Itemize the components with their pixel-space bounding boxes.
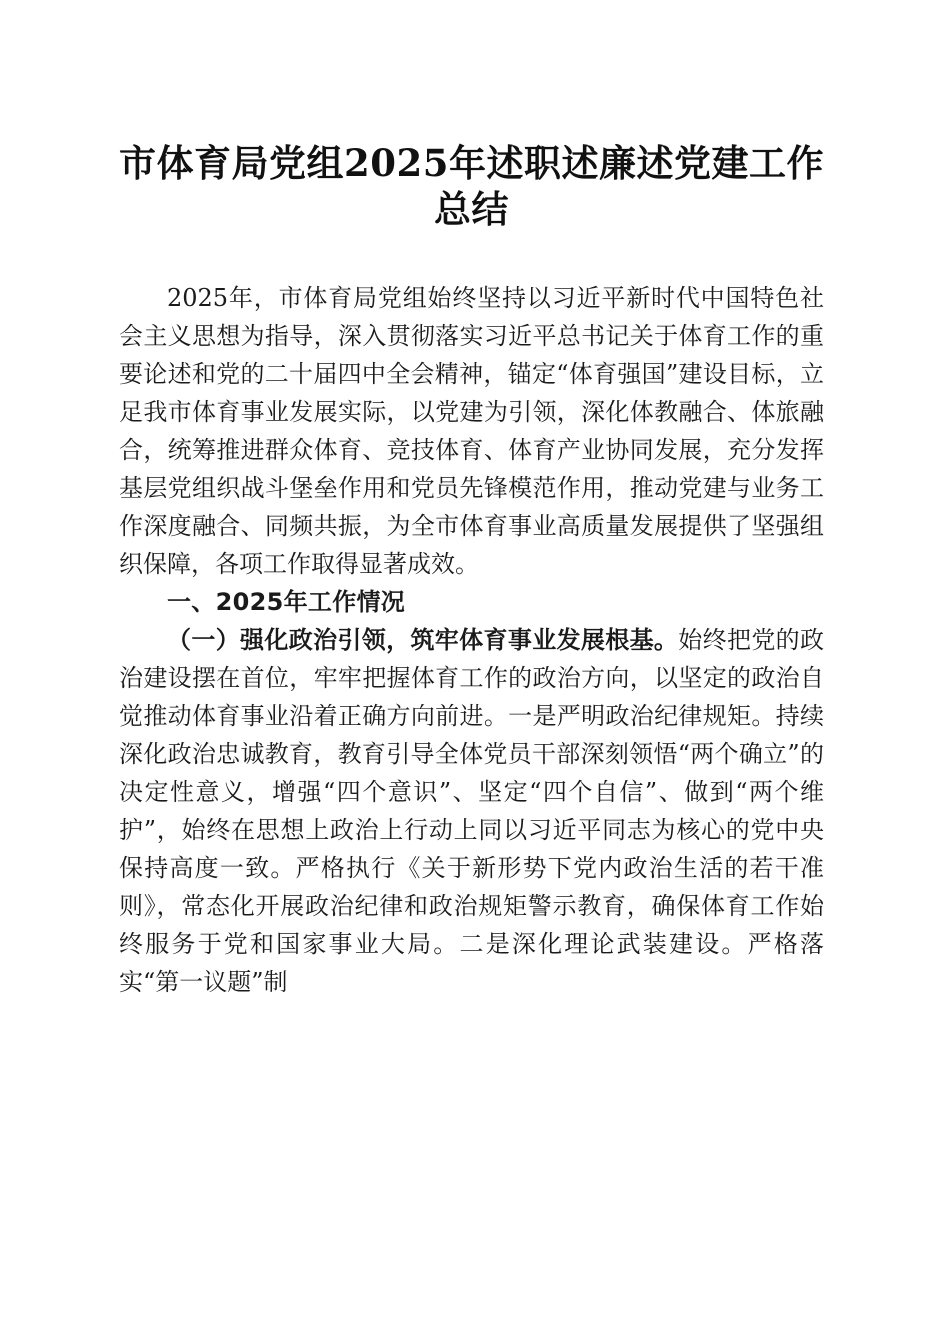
intro-paragraph: 2025年，市体育局党组始终坚持以习近平新时代中国特色社会主义思想为指导，深入贯彻落实习近平总书记关于体育工作的重要论述和党的二十届四中全会精神，锚定“体育强国”建设目标，立足我市体育事业发展实际，以党建为引领，深化体教融合、体旅融合，统筹推进群众体育、竞技体育、体育产业协同发展，充分发挥基层党组织战斗堡垒作用和党员先锋模范作用，推动党建与业务工作深度融合、同频共振，为全市体育事业高质量发展提供了坚强组织保障，各项工作取得显著成效。 — [119, 284, 824, 578]
subsection-body: 始终把党的政治建设摆在首位，牢牢把握体育工作的政治方向，以坚定的政治自觉推动体育事业沿着正确方向前进。一是严明政治纪律规矩。持续深化政治忠诚教育，教育引导全体党员干部深刻领悟“两个确立”的决定性意义，增强“四个意识”、坚定“四个自信”、做到“两个维护”，始终在思想上政治上行动上同以习近平同志为核心的党中央保持高度一致。严格执行《关于新形势下党内政治生活的若干准则》，常态化开展政治纪律和政治规矩警示教育，确保体育工作始终服务于党和国家事业大局。二是深化理论武装建设。严格落实“第一议题”制 — [119, 626, 825, 996]
subsection-lead: （一）强化政治引领，筑牢体育事业发展根基。 — [167, 626, 679, 654]
document-body — [119, 279, 824, 1001]
subsection-paragraph — [119, 621, 824, 1001]
section-heading: 一、2025年工作情况 — [167, 588, 406, 616]
document-title: 市体育局党组2025年述职述廉述党建工作总结 — [119, 141, 824, 231]
